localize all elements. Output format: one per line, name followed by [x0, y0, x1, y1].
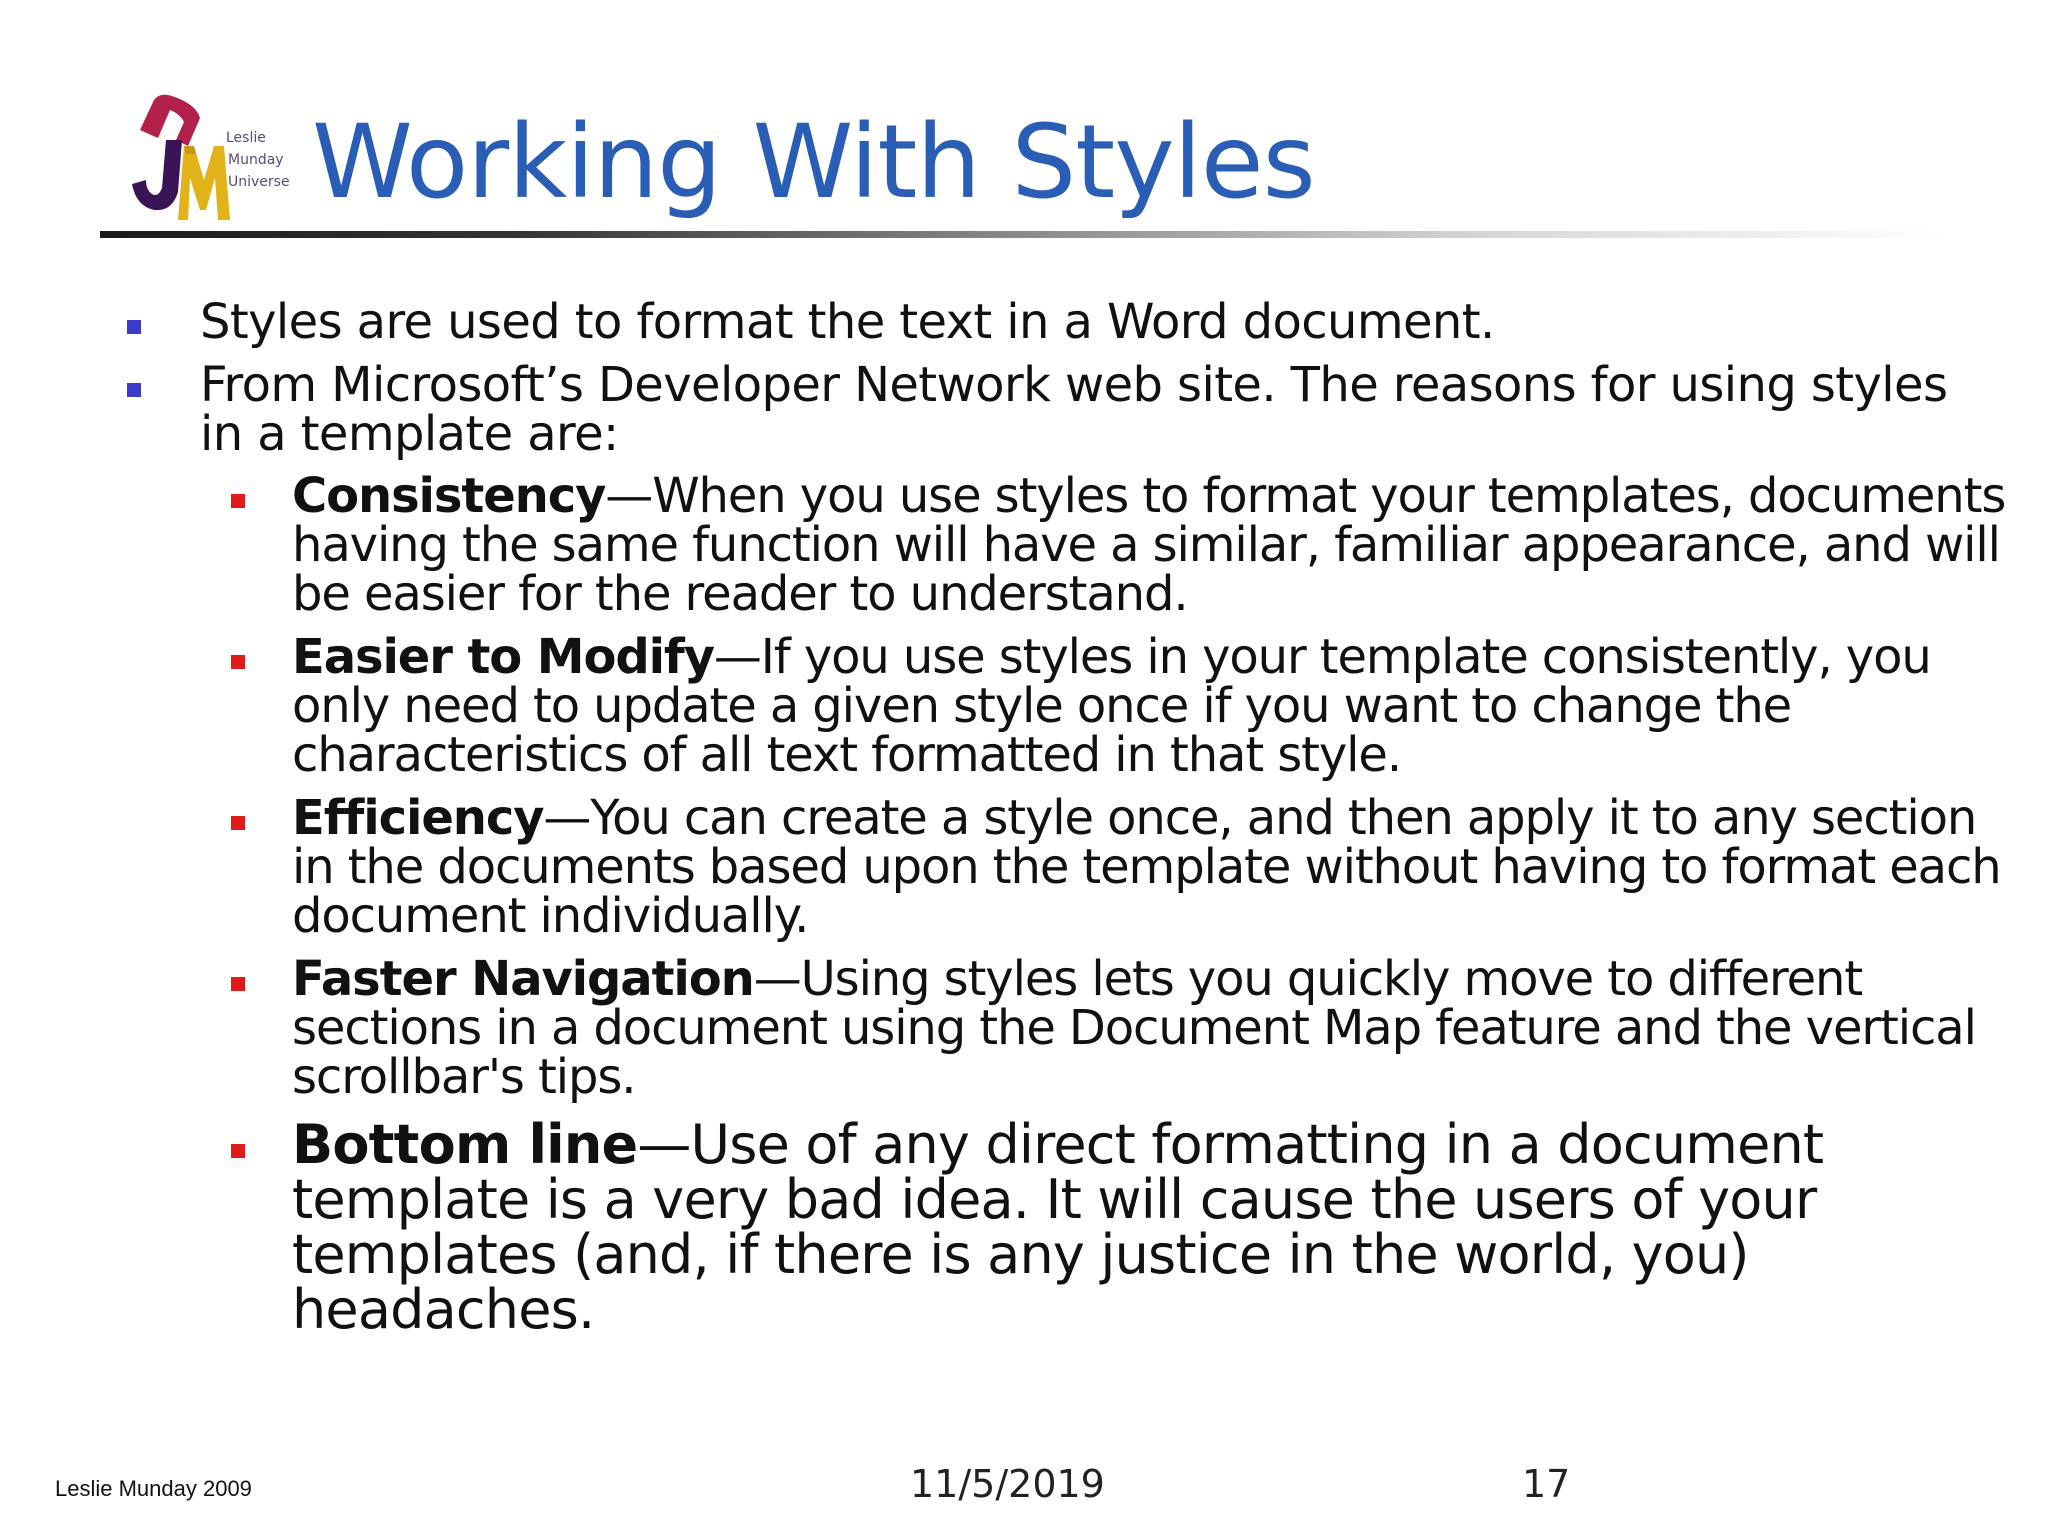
logo-line-3: Universe [228, 174, 290, 190]
slide-title: Working With Styles [312, 103, 1315, 222]
sub-bullet-item [292, 951, 2022, 1105]
lmu-logo-icon [118, 88, 298, 228]
sub-bullet-square-icon [231, 977, 245, 991]
page-number: 17 [1522, 1462, 1571, 1506]
sub-bullet-text: —If you use styles in your template consistently, you only need to update a given style once if you want to change the characteristics of all text formatted in that style. [292, 629, 1931, 783]
sub-bullet-item [292, 629, 2022, 783]
sub-bullet-item [292, 790, 2022, 944]
sub-bullet-term: Efficiency [292, 790, 544, 846]
footer-date: 11/5/2019 [910, 1462, 1105, 1506]
title-divider [100, 231, 1950, 238]
bullet-item: From Microsoft’s Developer Network web site. The reasons for using styles in a template are: [200, 357, 1948, 462]
sub-bullet-text: —Using styles lets you quickly move to different sections in a document using the Document Map feature and the vertical scrollbar's tips. [292, 951, 1976, 1105]
sub-bullet-term: Faster Navigation [292, 951, 754, 1007]
footer-author: Leslie Munday 2009 [55, 1476, 252, 1501]
bullet-square-icon [127, 383, 141, 397]
sub-bullet-square-icon [231, 816, 245, 830]
sub-bullet-text: —You can create a style once, and then apply it to any section in the documents based upon the template without having to format each document individually. [292, 790, 2001, 944]
sub-bullet-term: Consistency [292, 468, 606, 524]
lmu-logo [118, 88, 298, 228]
sub-bullet-item [292, 1113, 1852, 1341]
bullet-item: Styles are used to format the text in a Word document. [200, 294, 1495, 350]
sub-bullet-term: Bottom line [292, 1113, 638, 1176]
bullet-square-icon [127, 320, 141, 334]
sub-bullet-term: Easier to Modify [292, 629, 714, 685]
logo-line-1: Leslie [226, 130, 266, 146]
sub-bullet-text: —Use of any direct formatting in a document template is a very bad idea. It will cause the users of your templates (and, if there is any justice in the world, you) headaches. [292, 1113, 1824, 1341]
sub-bullet-item [292, 468, 2022, 622]
sub-bullet-square-icon [231, 494, 245, 508]
sub-bullet-square-icon [231, 1144, 245, 1158]
sub-bullet-text: —When you use styles to format your templates, documents having the same function will have a similar, familiar appearance, and will be easier for the reader to understand. [292, 468, 2006, 622]
logo-line-2: Munday [228, 152, 284, 168]
sub-bullet-square-icon [231, 655, 245, 669]
